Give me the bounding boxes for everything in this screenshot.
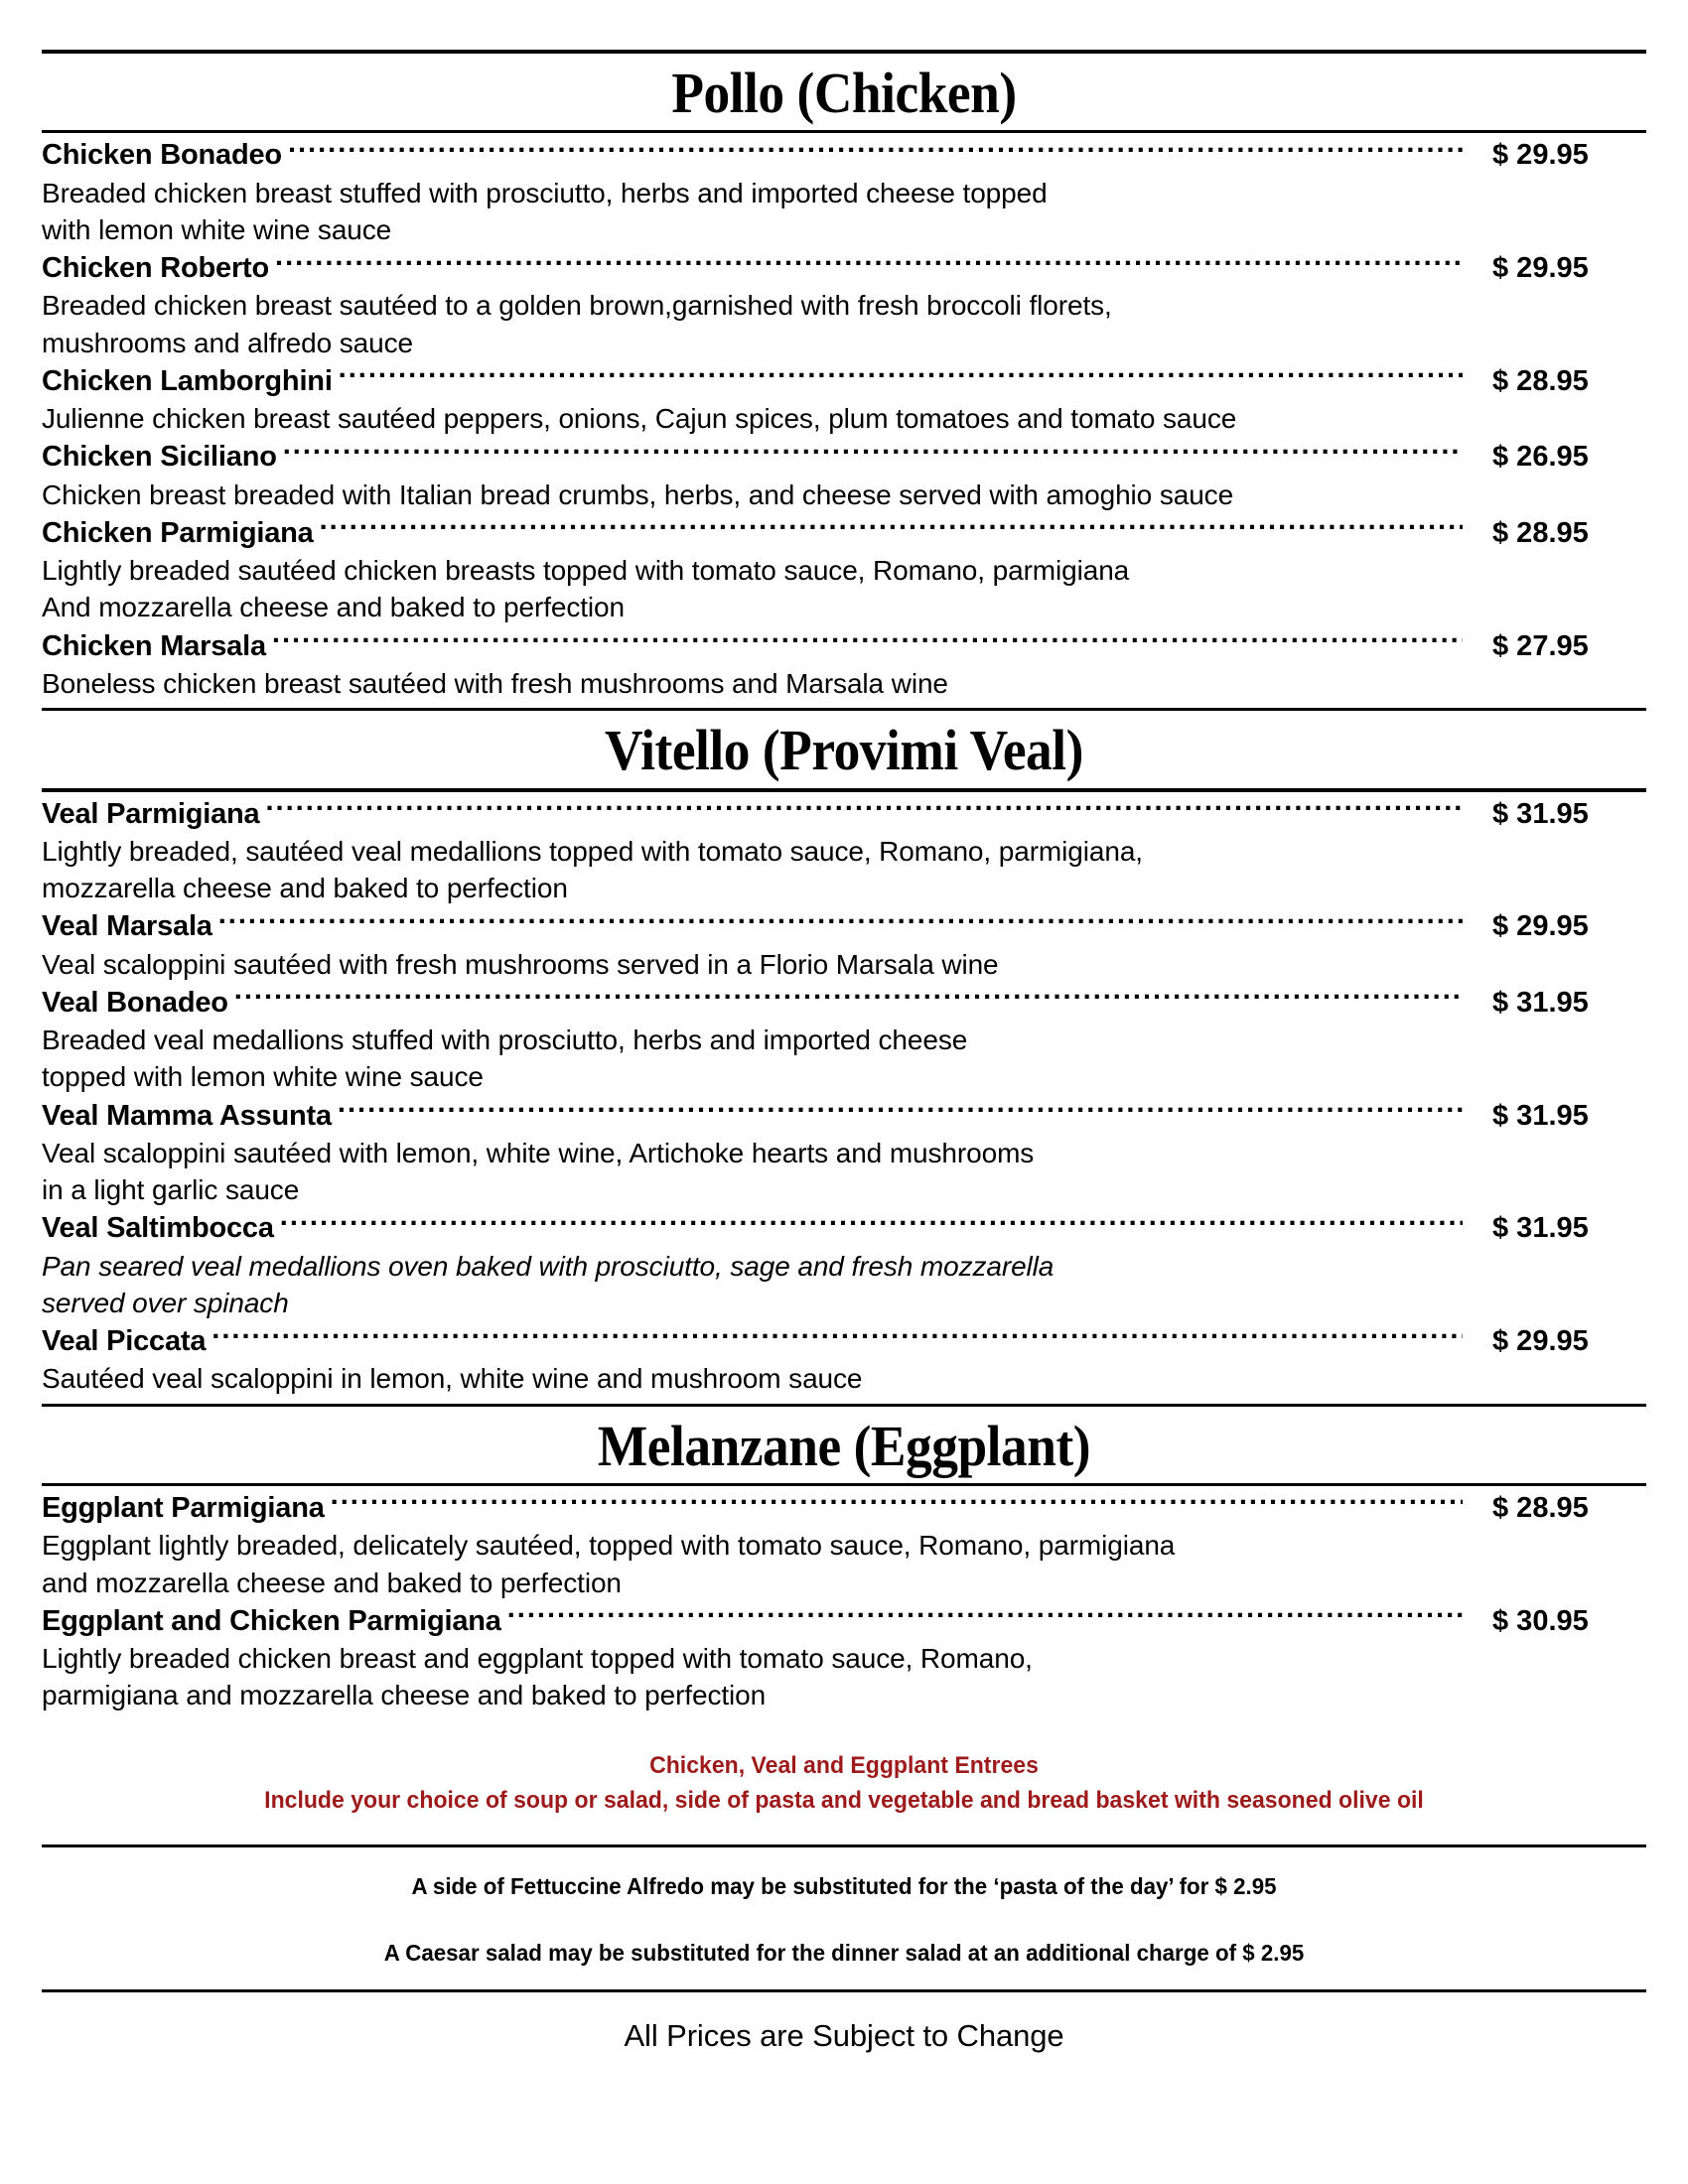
item-name: Chicken Roberto xyxy=(42,252,270,285)
item-header-row xyxy=(42,794,1646,833)
section-heading-vitello-wrap xyxy=(42,711,1646,787)
item-name: Eggplant and Chicken Parmigiana xyxy=(42,1604,501,1637)
section-heading-melanzane-wrap xyxy=(42,1407,1646,1483)
item-description-line: Pan seared veal medallions oven baked with prosciutto, sage and fresh mozzarella xyxy=(42,1250,1055,1282)
substitution-notes xyxy=(42,1847,1646,1989)
item-header-row xyxy=(42,1096,1646,1135)
item-header-row xyxy=(42,135,1646,174)
menu-item[interactable] xyxy=(42,1096,1646,1209)
leader-dots xyxy=(338,1096,1463,1125)
leader-dots xyxy=(280,1208,1463,1237)
item-name: Veal Mamma Assunta xyxy=(42,1099,332,1132)
menu-item[interactable] xyxy=(42,626,1646,703)
item-price: $ 31.95 xyxy=(1492,986,1589,1019)
menu-item[interactable] xyxy=(42,1488,1646,1601)
item-price: $ 28.95 xyxy=(1492,364,1589,397)
item-description-line: mushrooms and alfredo sauce xyxy=(42,327,413,358)
item-description-line: Veal scaloppini sautéed with lemon, white wine, Artichoke hearts and mushrooms xyxy=(42,1137,1035,1168)
leader-dots xyxy=(234,983,1463,1012)
item-description-line: parmigiana and mozzarella cheese and baked to perfection xyxy=(42,1680,767,1711)
item-price: $ 31.95 xyxy=(1492,797,1589,830)
leader-dots xyxy=(288,135,1463,164)
item-name: Chicken Siciliano xyxy=(42,441,277,474)
menu-item[interactable] xyxy=(42,437,1646,513)
leader-dots xyxy=(507,1601,1463,1630)
item-name: Veal Marsala xyxy=(42,910,212,943)
item-name: Veal Bonadeo xyxy=(42,986,228,1019)
item-description-line: Julienne chicken breast sautéed peppers, onions, Cajun spices, plum tomatoes and tomato sauce xyxy=(42,403,1237,435)
item-header-row xyxy=(42,1208,1646,1247)
menu-item[interactable] xyxy=(42,906,1646,983)
item-name: Veal Piccata xyxy=(42,1325,207,1358)
item-price: $ 26.95 xyxy=(1492,441,1589,474)
item-description-line: Lightly breaded, sautéed veal medallions topped with tomato sauce, Romano, parmigiana, xyxy=(42,835,1143,867)
item-name: Eggplant Parmigiana xyxy=(42,1492,325,1525)
item-header-row xyxy=(42,437,1646,476)
item-name: Chicken Bonadeo xyxy=(42,139,282,172)
item-price: $ 29.95 xyxy=(1492,1325,1589,1358)
item-header-row xyxy=(42,1321,1646,1360)
entree-inclusion-notice xyxy=(42,1714,1646,1844)
item-description-line: Breaded chicken breast stuffed with prosciutto, herbs and imported cheese topped xyxy=(42,177,1048,208)
item-description-line: Breaded veal medallions stuffed with prosciutto, herbs and imported cheese xyxy=(42,1024,968,1056)
notice-line-1: Chicken, Veal and Eggplant Entrees xyxy=(649,1751,1039,1779)
item-name: Veal Saltimbocca xyxy=(42,1212,274,1245)
item-price: $ 31.95 xyxy=(1492,1212,1589,1245)
item-header-row xyxy=(42,626,1646,665)
menu-item[interactable] xyxy=(42,1601,1646,1714)
item-header-row xyxy=(42,983,1646,1022)
item-price: $ 28.95 xyxy=(1492,1492,1589,1525)
item-header-row xyxy=(42,248,1646,287)
item-header-row xyxy=(42,906,1646,945)
item-header-row xyxy=(42,1488,1646,1527)
leader-dots xyxy=(272,626,1463,655)
item-price: $ 31.95 xyxy=(1492,1099,1589,1132)
item-list-pollo xyxy=(42,133,1646,702)
item-description-line: Chicken breast breaded with Italian bread crumbs, herbs, and cheese served with amoghio sauce xyxy=(42,478,1234,510)
item-description-line: Sautéed veal scaloppini in lemon, white wine and mushroom sauce xyxy=(42,1363,863,1395)
notice-line-2: Include your choice of soup or salad, side of pasta and vegetable and bread basket with seasoned olive oil xyxy=(264,1787,1424,1815)
item-list-vitello xyxy=(42,792,1646,1398)
section-heading-pollo: Pollo (Chicken) xyxy=(671,61,1017,125)
menu-item[interactable] xyxy=(42,794,1646,907)
menu-item[interactable] xyxy=(42,983,1646,1096)
item-description-line: in a light garlic sauce xyxy=(42,1174,300,1206)
leader-dots xyxy=(265,794,1463,823)
leader-dots xyxy=(218,906,1463,935)
menu-item[interactable] xyxy=(42,361,1646,438)
item-description-line: mozzarella cheese and baked to perfection xyxy=(42,873,568,904)
item-name: Chicken Lamborghini xyxy=(42,364,333,397)
item-name: Chicken Parmigiana xyxy=(42,516,314,549)
leader-dots xyxy=(211,1321,1463,1350)
section-heading-melanzane: Melanzane (Eggplant) xyxy=(597,1413,1091,1478)
substitution-note: A Caesar salad may be substituted for the dinner salad at an additional charge of $ 2.95 xyxy=(383,1940,1305,1967)
item-name: Chicken Marsala xyxy=(42,629,266,662)
leader-dots xyxy=(283,437,1463,466)
item-description-line: Lightly breaded sautéed chicken breasts topped with tomato sauce, Romano, parmigiana xyxy=(42,555,1130,587)
leader-dots xyxy=(320,513,1463,542)
item-description-line: And mozzarella cheese and baked to perfection xyxy=(42,592,625,623)
section-heading-vitello: Vitello (Provimi Veal) xyxy=(605,718,1083,783)
menu-item[interactable] xyxy=(42,248,1646,361)
leader-dots xyxy=(275,248,1463,277)
item-description-line: topped with lemon white wine sauce xyxy=(42,1061,484,1093)
substitution-note: A side of Fettuccine Alfredo may be substituted for the ‘pasta of the day’ for $ 2.95 xyxy=(411,1872,1277,1899)
menu-item[interactable] xyxy=(42,513,1646,626)
item-price: $ 29.95 xyxy=(1492,910,1589,943)
item-name: Veal Parmigiana xyxy=(42,797,260,830)
item-description-line: Boneless chicken breast sautéed with fresh mushrooms and Marsala wine xyxy=(42,667,948,699)
leader-dots xyxy=(331,1488,1463,1517)
item-list-melanzane xyxy=(42,1486,1646,1713)
item-price: $ 27.95 xyxy=(1492,629,1589,662)
item-price: $ 30.95 xyxy=(1492,1604,1589,1637)
item-description-line: Eggplant lightly breaded, delicately sautéed, topped with tomato sauce, Romano, parmigiana xyxy=(42,1530,1176,1562)
item-price: $ 29.95 xyxy=(1492,252,1589,285)
section-heading-pollo-wrap xyxy=(42,54,1646,130)
leader-dots xyxy=(339,361,1463,390)
item-price: $ 29.95 xyxy=(1492,139,1589,172)
price-change-note: All Prices are Subject to Change xyxy=(624,2017,1064,2053)
item-description-line: Breaded chicken breast sautéed to a golden brown,garnished with fresh broccoli florets, xyxy=(42,290,1112,322)
item-description-line: served over spinach xyxy=(42,1287,289,1318)
item-header-row xyxy=(42,1601,1646,1640)
item-description-line: Lightly breaded chicken breast and eggplant topped with tomato sauce, Romano, xyxy=(42,1643,1033,1675)
menu-item[interactable] xyxy=(42,1321,1646,1398)
item-price: $ 28.95 xyxy=(1492,516,1589,549)
item-header-row xyxy=(42,361,1646,400)
item-description-line: and mozzarella cheese and baked to perfection xyxy=(42,1567,622,1598)
item-description-line: Veal scaloppini sautéed with fresh mushrooms served in a Florio Marsala wine xyxy=(42,948,999,980)
item-header-row xyxy=(42,513,1646,552)
item-description-line: with lemon white wine sauce xyxy=(42,213,392,245)
menu-item[interactable] xyxy=(42,1208,1646,1321)
menu-item[interactable] xyxy=(42,135,1646,248)
